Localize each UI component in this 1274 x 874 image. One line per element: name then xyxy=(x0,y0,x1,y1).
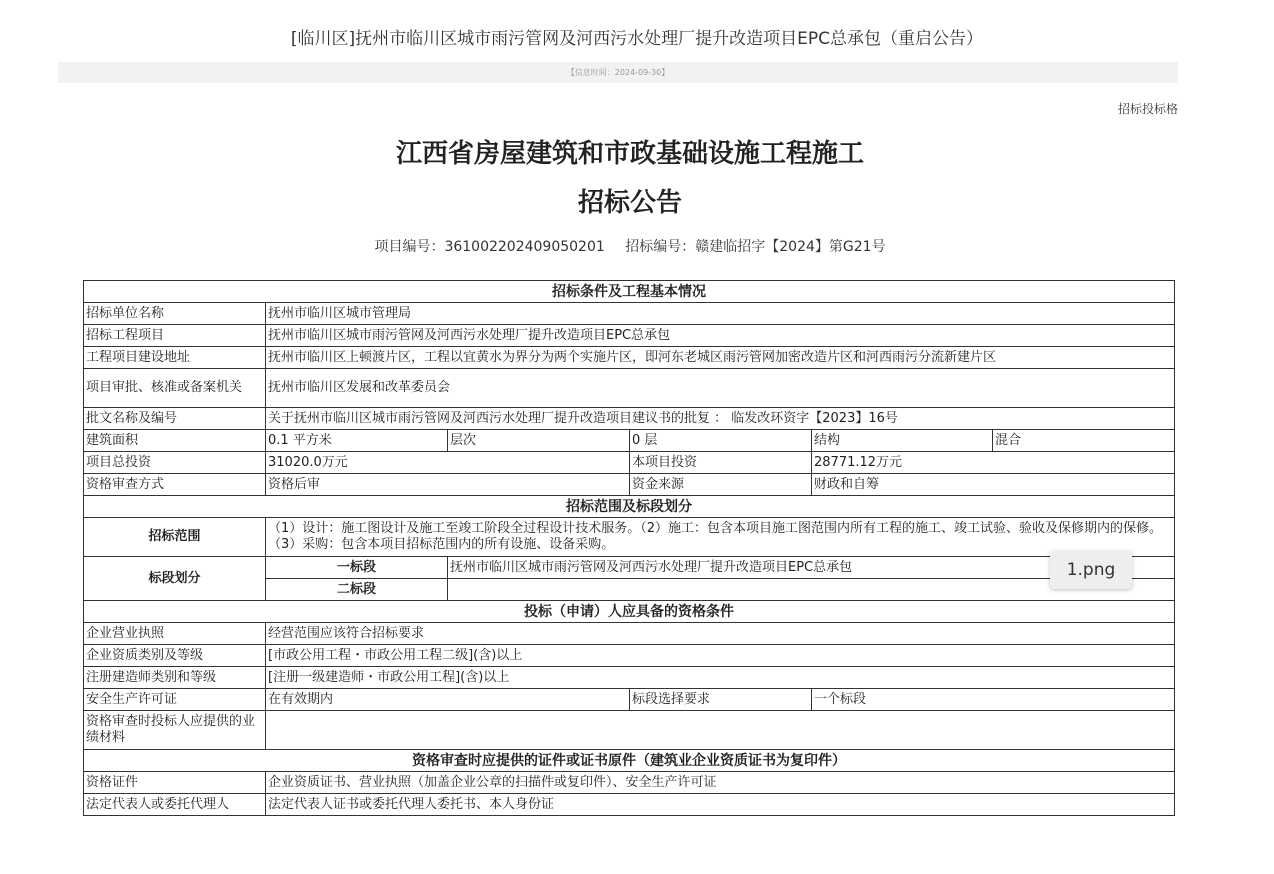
table-row xyxy=(84,689,1175,711)
cell-sublabel: 一标段 xyxy=(266,557,448,579)
table-row xyxy=(84,794,1175,816)
cell-label: 批文名称及编号 xyxy=(84,408,266,430)
table-row xyxy=(84,452,1175,474)
cell-sublabel: 二标段 xyxy=(266,579,448,601)
project-numbers xyxy=(0,236,1260,256)
cell-value: 企业资质证书、营业执照（加盖企业公章的扫描件或复印件）、安全生产许可证 xyxy=(266,772,1175,794)
cell-value: 抚州市临川区城市雨污管网及河西污水处理厂提升改造项目EPC总承包 xyxy=(448,557,1175,579)
cell-label: 招标单位名称 xyxy=(84,303,266,325)
cell-label: 项目审批、核准或备案机关 xyxy=(84,369,266,408)
cell-label: 企业营业执照 xyxy=(84,623,266,645)
section-documents: 资格审查时应提供的证件或证书原件（建筑业企业资质证书为复印件） xyxy=(84,750,1175,772)
cell-label: 层次 xyxy=(448,430,630,452)
cell-label: 资格审查方式 xyxy=(84,474,266,496)
cell-value: 关于抚州市临川区城市雨污管网及河西污水处理厂提升改造项目建议书的批复 ： 临发改环资字【2023】16号 xyxy=(266,408,1175,430)
info-time-bar: 【信息时间：2024-09-30】 xyxy=(58,62,1178,83)
table-row xyxy=(84,645,1175,667)
cell-value: 经营范围应该符合招标要求 xyxy=(266,623,1175,645)
cell-value: 抚州市临川区城市雨污管网及河西污水处理厂提升改造项目EPC总承包 xyxy=(266,325,1175,347)
tender-notice-table xyxy=(83,280,1175,816)
table-row xyxy=(84,772,1175,794)
cell-value: 抚州市临川区城市管理局 xyxy=(266,303,1175,325)
table-row xyxy=(84,408,1175,430)
cell-label: 标段划分 xyxy=(84,557,266,601)
cell-value: 抚州市临川区发展和改革委员会 xyxy=(266,369,1175,408)
cell-label: 工程项目建设地址 xyxy=(84,347,266,369)
cell-label: 法定代表人或委托代理人 xyxy=(84,794,266,816)
table-row xyxy=(84,303,1175,325)
cell-label: 资格证件 xyxy=(84,772,266,794)
cell-label: 标段选择要求 xyxy=(630,689,812,711)
section-basic: 招标条件及工程基本情况 xyxy=(84,281,1175,303)
cell-value: 混合 xyxy=(993,430,1175,452)
cell-label: 项目总投资 xyxy=(84,452,266,474)
cell-label: 注册建造师类别和等级 xyxy=(84,667,266,689)
cell-value: 抚州市临川区上顿渡片区，工程以宜黄水为界分为两个实施片区，即河东老城区雨污管网加密改造片区和河西雨污分流新建片区 xyxy=(266,347,1175,369)
page-title: [临川区]抚州市临川区城市雨污管网及河西污水处理厂提升改造项目EPC总承包（重启公告） xyxy=(290,29,984,49)
table-row xyxy=(84,325,1175,347)
project-number: 项目编号：361002202409050201 xyxy=(374,239,605,255)
table-row xyxy=(84,347,1175,369)
cell-value: 28771.12万元 xyxy=(812,452,1175,474)
table-row xyxy=(84,711,1175,750)
cell-value xyxy=(266,711,1175,750)
tender-format-label: 招标投标格 xyxy=(1117,102,1178,116)
notice-heading-line1: 江西省房屋建筑和市政基础设施工程施工 xyxy=(395,139,864,169)
cell-label: 结构 xyxy=(812,430,993,452)
cell-value: [注册一级建造师・市政公用工程](含)以上 xyxy=(266,667,1175,689)
table-row xyxy=(84,474,1175,496)
cell-label: 安全生产许可证 xyxy=(84,689,266,711)
table-row xyxy=(84,623,1175,645)
cell-value: 31020.0万元 xyxy=(266,452,630,474)
cell-label: 本项目投资 xyxy=(630,452,812,474)
cell-label: 招标工程项目 xyxy=(84,325,266,347)
cell-value: [市政公用工程・市政公用工程二级](含)以上 xyxy=(266,645,1175,667)
cell-value: 在有效期内 xyxy=(266,689,630,711)
table-row xyxy=(84,430,1175,452)
cell-value: 资格后审 xyxy=(266,474,630,496)
cell-value: 法定代表人证书或委托代理人委托书、本人身份证 xyxy=(266,794,1175,816)
cell-label: 招标范围 xyxy=(84,518,266,557)
tender-number: 招标编号：赣建临招字【2024】第G21号 xyxy=(625,239,886,255)
table-row xyxy=(84,557,1175,579)
cell-label: 建筑面积 xyxy=(84,430,266,452)
table-row xyxy=(84,518,1175,557)
table-row xyxy=(84,667,1175,689)
section-scope: 招标范围及标段划分 xyxy=(84,496,1175,518)
cell-label: 资金来源 xyxy=(630,474,812,496)
cell-label: 企业资质类别及等级 xyxy=(84,645,266,667)
cell-value: 0 层 xyxy=(630,430,812,452)
cell-value: 一个标段 xyxy=(812,689,1175,711)
cell-value: 财政和自筹 xyxy=(812,474,1175,496)
cell-value: 0.1 平方米 xyxy=(266,430,448,452)
filename-tooltip: 1.png xyxy=(1050,551,1132,589)
cell-label: 资格审查时投标人应提供的业绩材料 xyxy=(84,711,266,750)
cell-value: （1）设计：施工图设计及施工至竣工阶段全过程设计技术服务。（2）施工：包含本项目施工图范围内所有工程的施工、竣工试验、验收及保修期内的保修。（3）采购：包含本项目招标范围内的所有设施、设备采购。 xyxy=(266,518,1175,557)
notice-heading-line2: 招标公告 xyxy=(577,188,682,218)
section-qualification: 投标（申请）人应具备的资格条件 xyxy=(84,601,1175,623)
table-row xyxy=(84,369,1175,408)
